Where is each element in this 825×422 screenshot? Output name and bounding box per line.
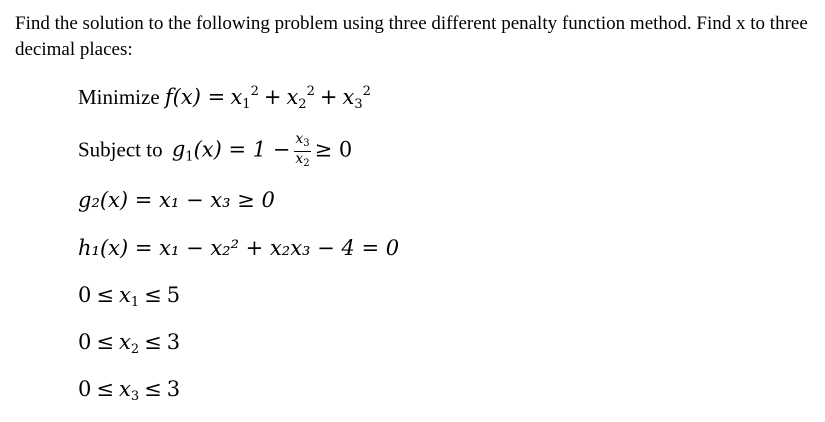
bound-x2-line: $0 \le x_2 \le 3$ — [78, 330, 181, 357]
constraint-g1-line: Subject to $g_1(x) = 1$ − $\frac{x_3}{x_2}$ ≥ 0 — [78, 131, 353, 169]
problem-intro: Find the solution to the following problem using three different penalty function method. Find x to three decimal places: — [15, 13, 808, 60]
constraint-h1-line: h₁(x) = x₁ − x₂² + x₂x₃ − 4 = 0 — [78, 236, 400, 260]
constraint-g2-line: g₂(x) = x₁ − x₃ ≥ 0 — [78, 188, 275, 212]
bound-x1-line: $0 \le x_1 \le 5$ — [78, 283, 181, 310]
bound-x3-line: $0 \le x_3 \le 3$ — [78, 377, 181, 404]
minimize-label: Minimize — [78, 85, 160, 109]
objective-line: Minimize $f(x) = x_1^2 + x_2^2 + x_3^2$ — [78, 84, 371, 112]
objective-lhs: f(x) = — [164, 85, 226, 109]
g1-fraction: $\frac{x_3}{x_2}$ — [295, 131, 310, 169]
subject-to-label: Subject to — [78, 137, 163, 162]
